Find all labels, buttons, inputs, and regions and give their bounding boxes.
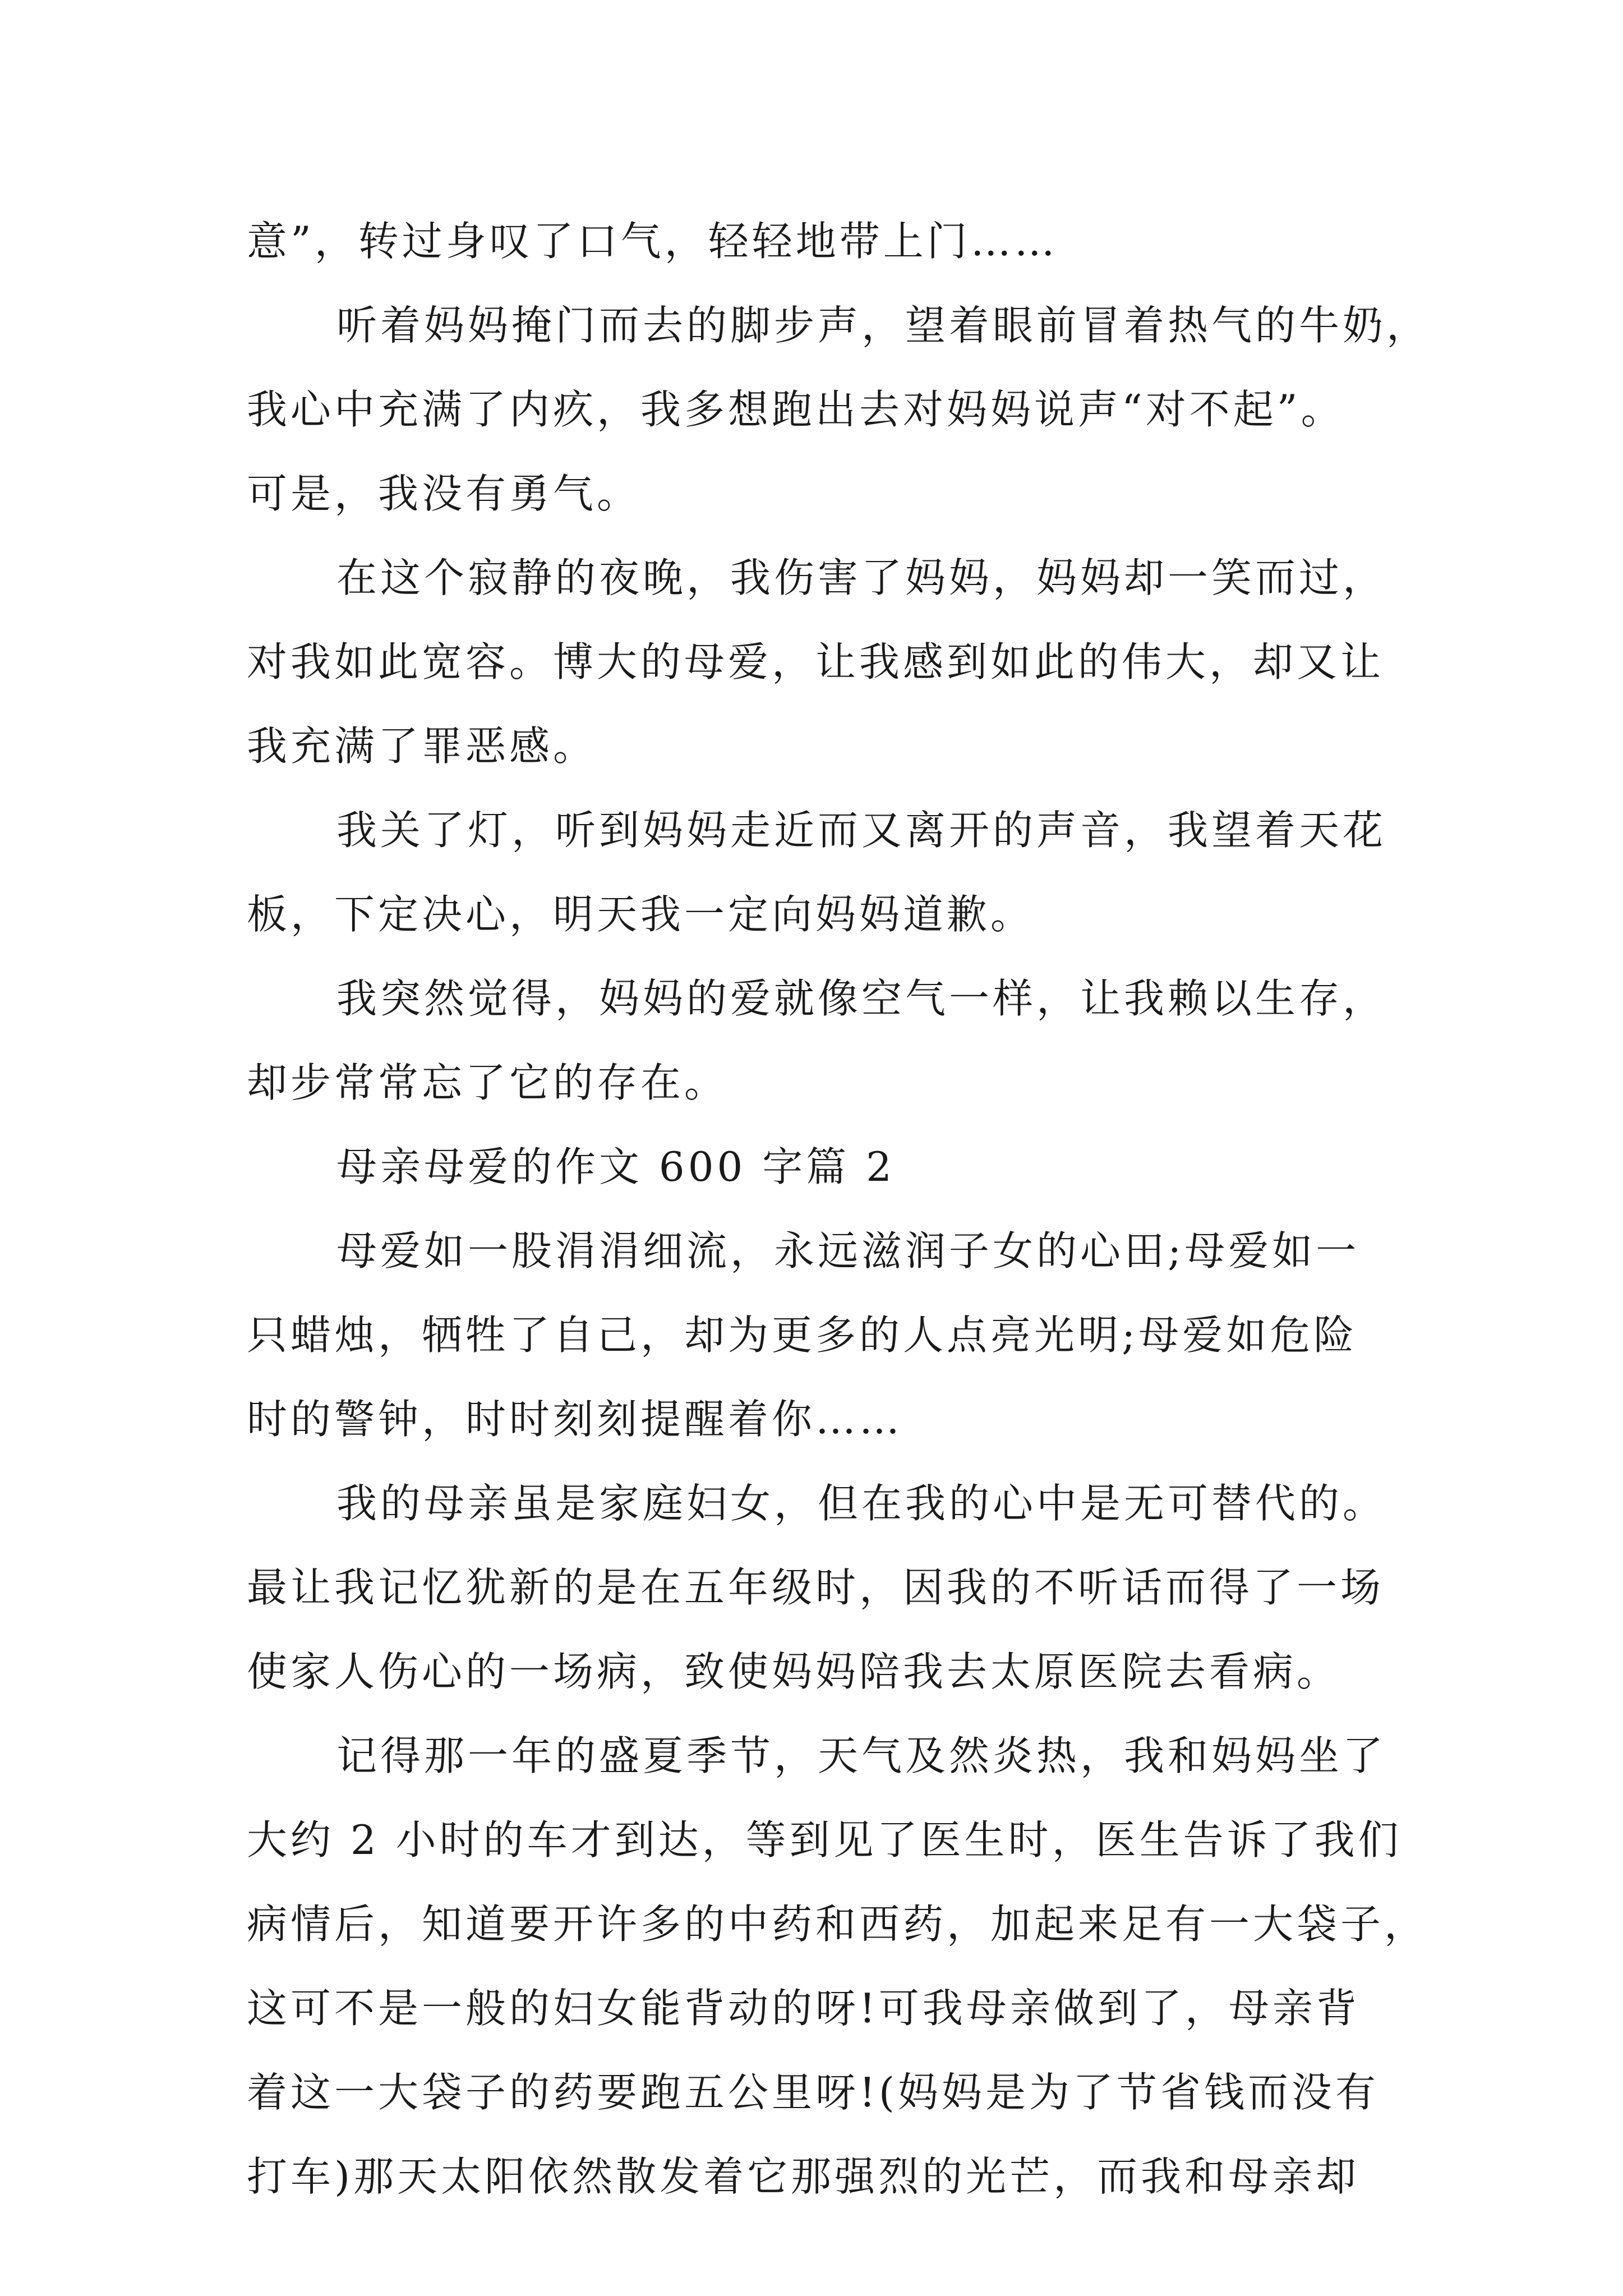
text-line: 打车)那天太阳依然散发着它那强烈的光芒，而我和母亲却 <box>247 2153 1360 2200</box>
text-line: 我充满了罪恶感。 <box>247 723 597 770</box>
text-line: 最让我记忆犹新的是在五年级时，因我的不听话而得了一场 <box>247 1564 1385 1611</box>
text-line: 却步常常忘了它的存在。 <box>247 1059 728 1106</box>
text-line: 使家人伤心的一场病，致使妈妈陪我去太原医院去看病。 <box>247 1648 1341 1695</box>
section-heading: 母亲母爱的作文 600 字篇 2 <box>336 1143 895 1190</box>
text-line: 这可不是一般的妇女能背动的呀!可我母亲做到了，母亲背 <box>247 1985 1360 2032</box>
text-line: 着这一大袋子的药要跑五公里呀!(妈妈是为了节省钱而没有 <box>247 2069 1380 2116</box>
text-line: 记得那一年的盛夏季节，天气及然炎热，我和妈妈坐了 <box>336 1732 1387 1779</box>
text-line: 可是，我没有勇气。 <box>247 470 641 517</box>
text-line: 在这个寂静的夜晚，我伤害了妈妈，妈妈却一笑而过， <box>336 554 1387 601</box>
text-line: 意”，转过身叹了口气，轻轻地带上门…… <box>247 218 1058 265</box>
text-line: 我的母亲虽是家庭妇女，但在我的心中是无可替代的。 <box>336 1480 1387 1527</box>
text-line: 我关了灯，听到妈妈走近而又离开的声音，我望着天花 <box>336 807 1387 854</box>
text-line: 我心中充满了内疚，我多想跑出去对妈妈说声“对不起”。 <box>247 386 1345 433</box>
text-line: 板，下定决心，明天我一定向妈妈道歉。 <box>247 891 1035 938</box>
text-line: 病情后，知道要开许多的中药和西药，加起来足有一大袋子， <box>247 1901 1428 1948</box>
text-line: 我突然觉得，妈妈的爱就像空气一样，让我赖以生存， <box>336 975 1387 1022</box>
text-line: 时的警钟，时时刻刻提醒着你…… <box>247 1396 903 1443</box>
text-line: 大约 2 小时的车才到达，等到见了医生时，医生告诉了我们 <box>247 1816 1402 1864</box>
text-line: 对我如此宽容。博大的母爱，让我感到如此的伟大，却又让 <box>247 638 1385 685</box>
text-line: 只蜡烛，牺牲了自己，却为更多的人点亮光明;母爱如危险 <box>247 1312 1358 1359</box>
text-line: 母爱如一股涓涓细流，永远滋润子女的心田;母爱如一 <box>336 1227 1360 1274</box>
text-line: 听着妈妈掩门而去的脚步声，望着眼前冒着热气的牛奶， <box>336 302 1431 349</box>
